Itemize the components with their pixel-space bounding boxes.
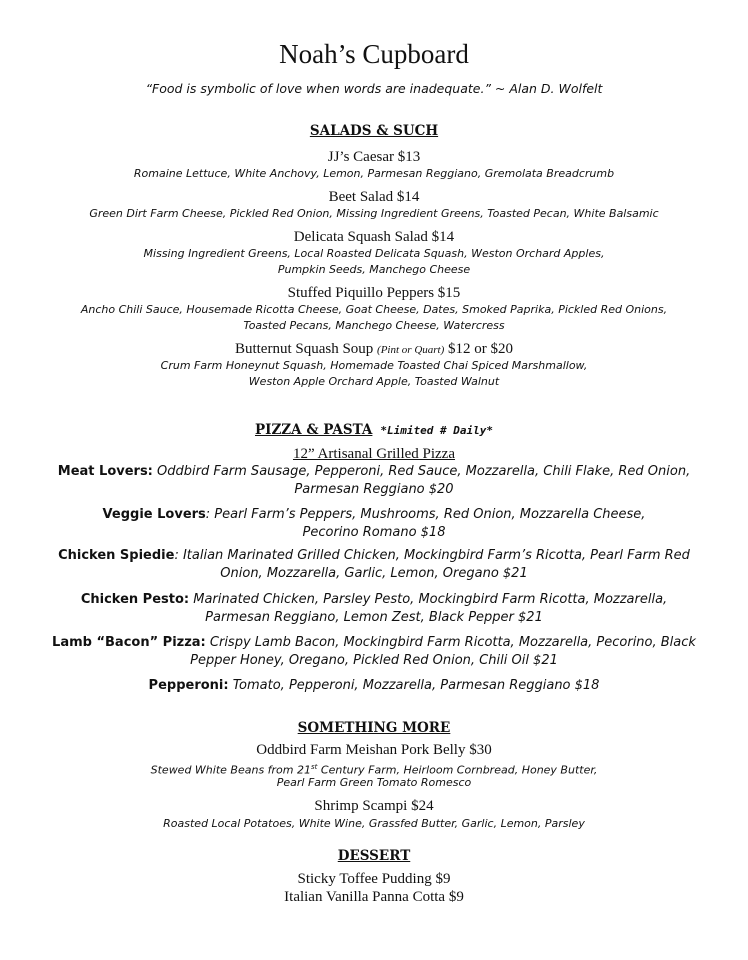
pizza-meat-line-2: Parmesan Reggiano $20	[294, 482, 454, 497]
pizza-meat-name: Meat Lovers:	[57, 464, 153, 479]
item-name-piquillo: Stuffed Piquillo Peppers $15	[287, 285, 461, 301]
section-heading-dessert: DESSERT	[337, 848, 411, 864]
item-name-soup	[0, 340, 748, 359]
item-desc-soup-2: Weston Apple Orchard Apple, Toasted Walnut	[248, 375, 500, 388]
quote: “Food is symbolic of love when words are inadequate.” ~ Alan D. Wolfelt	[145, 81, 603, 96]
item-name-toffee: Sticky Toffee Pudding $9	[297, 871, 451, 887]
pizza-pesto-name: Chicken Pesto:	[80, 592, 190, 607]
pizza-pepperoni-line	[0, 677, 748, 695]
pizza-spiedie-name: Chicken Spiedie	[58, 548, 175, 563]
item-desc-caesar: Romaine Lettuce, White Anchovy, Lemon, Parmesan Reggiano, Gremolata Breadcrumb	[133, 167, 615, 180]
item-desc-pork-belly-2: Pearl Farm Green Tomato Romesco	[276, 776, 472, 789]
pork-desc-sup: st	[311, 763, 318, 771]
pizza-spiedie-text-1: : Italian Marinated Grilled Chicken, Mockingbird Farm’s Ricotta, Pearl Farm Red	[174, 548, 690, 563]
item-name-scampi: Shrimp Scampi $24	[314, 798, 434, 814]
soup-note: (Pint or Quart)	[377, 344, 445, 356]
section-heading-more: SOMETHING MORE	[297, 720, 451, 736]
section-heading-salads: SALADS & SUCH	[309, 123, 439, 139]
item-desc-delicata-1: Missing Ingredient Greens, Local Roasted Delicata Squash, Weston Orchard Apples,	[143, 247, 605, 260]
item-desc-soup-1: Crum Farm Honeynut Squash, Homemade Toasted Chai Spiced Marshmallow,	[160, 359, 588, 372]
pizza-veggie-name: Veggie Lovers	[102, 507, 206, 522]
pizza-spiedie-line-2: Onion, Mozzarella, Garlic, Lemon, Oregano $21	[220, 566, 528, 581]
pizza-lamb-text-1: Crispy Lamb Bacon, Mockingbird Farm Ricotta, Mozzarella, Pecorino, Black	[205, 635, 696, 650]
soup-price: $12 or $20	[448, 341, 514, 357]
pizza-pesto-line-1	[0, 591, 748, 609]
item-desc-delicata-2: Pumpkin Seeds, Manchego Cheese	[277, 263, 471, 276]
pizza-veggie-line-1	[0, 506, 748, 524]
item-name-panna-cotta: Italian Vanilla Panna Cotta $9	[284, 889, 464, 905]
pizza-lamb-name: Lamb “Bacon” Pizza:	[52, 635, 206, 650]
limited-note: *Limited # Daily*	[380, 424, 493, 437]
pizza-heading: PIZZA & PASTA	[254, 422, 373, 438]
pizza-pesto-text-1: Marinated Chicken, Parsley Pesto, Mockingbird Farm Ricotta, Mozzarella,	[189, 592, 668, 607]
item-name-delicata: Delicata Squash Salad $14	[293, 229, 455, 245]
pizza-pesto-line-2: Parmesan Reggiano, Lemon Zest, Black Pepper $21	[205, 610, 543, 625]
pizza-lamb-line-1	[0, 634, 748, 652]
item-desc-piquillo-1: Ancho Chili Sauce, Housemade Ricotta Cheese, Goat Cheese, Dates, Smoked Paprika, Pickled Red Onions,	[80, 303, 668, 316]
section-heading-pizza	[0, 419, 748, 438]
item-name-caesar: JJ’s Caesar $13	[327, 149, 421, 165]
pizza-veggie-text-1: : Pearl Farm’s Peppers, Mushrooms, Red Onion, Mozzarella Cheese,	[205, 507, 646, 522]
soup-name: Butternut Squash Soup	[234, 341, 374, 357]
pizza-veggie-line-2: Pecorino Romano $18	[302, 525, 446, 540]
pizza-meat-text-1: Oddbird Farm Sausage, Pepperoni, Red Sauce, Mozzarella, Chili Flake, Red Onion,	[152, 464, 691, 479]
pizza-meat-line-1	[0, 463, 748, 481]
item-desc-scampi: Roasted Local Potatoes, White Wine, Grassfed Butter, Garlic, Lemon, Parsley	[163, 817, 585, 830]
pork-desc-b: Century Farm, Heirloom Cornbread, Honey Butter,	[317, 763, 598, 777]
pizza-pepperoni-name: Pepperoni:	[148, 678, 229, 693]
restaurant-title: Noah’s Cupboard	[279, 39, 469, 69]
item-desc-beet-salad: Green Dirt Farm Cheese, Pickled Red Onion, Missing Ingredient Greens, Toasted Pecan, White Balsamic	[89, 207, 659, 220]
pizza-spiedie-line-1	[0, 547, 748, 565]
item-name-pork-belly: Oddbird Farm Meishan Pork Belly $30	[256, 742, 492, 758]
pork-desc-a: Stewed White Beans from 21	[150, 763, 312, 777]
item-desc-piquillo-2: Toasted Pecans, Manchego Cheese, Watercress	[243, 319, 505, 332]
item-name-beet-salad: Beet Salad $14	[328, 189, 420, 205]
pizza-pepperoni-text: Tomato, Pepperoni, Mozzarella, Parmesan Reggiano $18	[228, 678, 600, 693]
pizza-lamb-line-2: Pepper Honey, Oregano, Pickled Red Onion, Chili Oil $21	[190, 653, 558, 668]
pizza-subheading: 12” Artisanal Grilled Pizza	[292, 446, 456, 462]
